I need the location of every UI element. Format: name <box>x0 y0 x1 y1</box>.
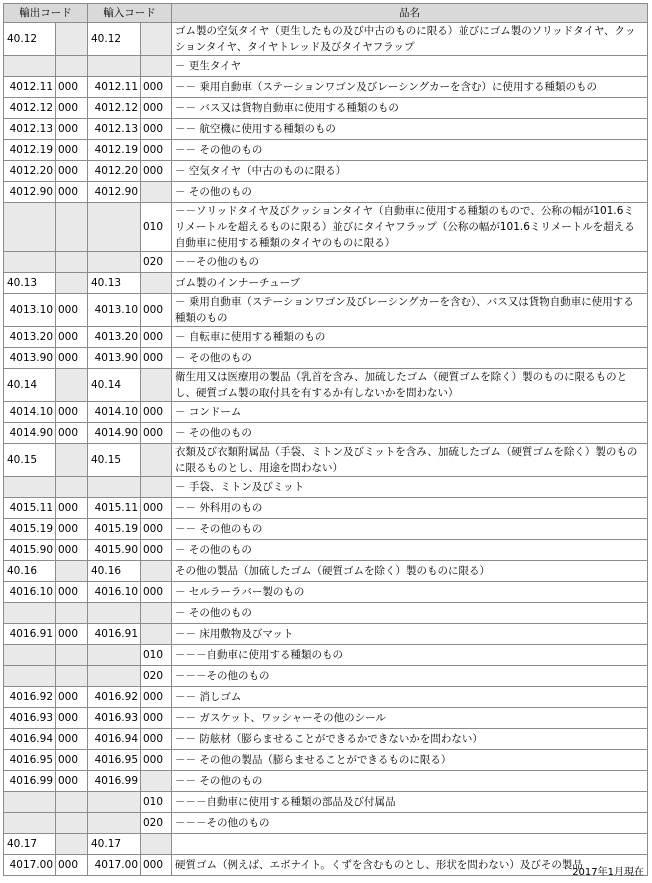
export-code-cell: 4012.19 <box>4 140 56 161</box>
item-name-cell: －－ 航空機に使用する種類のもの <box>172 119 648 140</box>
import-code-cell <box>88 252 141 273</box>
import-suffix-cell: 010 <box>141 792 172 813</box>
import-code-cell <box>88 813 141 834</box>
export-suffix-cell: 000 <box>56 294 88 327</box>
export-suffix-cell: 000 <box>56 327 88 348</box>
import-suffix-cell: 000 <box>141 582 172 603</box>
import-code-cell: 4016.10 <box>88 582 141 603</box>
table-row <box>4 140 648 161</box>
import-code-cell: 4012.19 <box>88 140 141 161</box>
table-row <box>4 77 648 98</box>
export-suffix-cell: 000 <box>56 140 88 161</box>
table-row <box>4 444 648 477</box>
table-row <box>4 729 648 750</box>
import-suffix-cell <box>141 477 172 498</box>
export-suffix-cell: 000 <box>56 402 88 423</box>
export-suffix-cell <box>56 666 88 687</box>
export-code-cell: 4012.13 <box>4 119 56 140</box>
import-code-cell: 4012.20 <box>88 161 141 182</box>
export-suffix-cell: 000 <box>56 708 88 729</box>
table-row <box>4 161 648 182</box>
table-row <box>4 348 648 369</box>
table-row <box>4 834 648 855</box>
export-suffix-cell <box>56 561 88 582</box>
import-suffix-cell: 000 <box>141 119 172 140</box>
import-code-cell: 4012.90 <box>88 182 141 203</box>
import-suffix-cell <box>141 624 172 645</box>
export-code-cell: 4017.00 <box>4 855 56 876</box>
export-suffix-cell: 000 <box>56 855 88 876</box>
export-suffix-cell: 000 <box>56 161 88 182</box>
export-code-cell <box>4 252 56 273</box>
export-code-cell: 40.16 <box>4 561 56 582</box>
import-code-cell: 4012.11 <box>88 77 141 98</box>
table-body <box>4 23 648 876</box>
item-name-cell: － 自転車に使用する種類のもの <box>172 327 648 348</box>
import-code-cell: 4012.12 <box>88 98 141 119</box>
table-row <box>4 182 648 203</box>
export-code-cell: 4015.11 <box>4 498 56 519</box>
export-code-cell: 4012.11 <box>4 77 56 98</box>
table-row <box>4 645 648 666</box>
import-code-cell: 40.16 <box>88 561 141 582</box>
import-suffix-cell: 000 <box>141 348 172 369</box>
export-suffix-cell: 000 <box>56 729 88 750</box>
export-code-cell: 4016.94 <box>4 729 56 750</box>
import-code-cell: 4012.13 <box>88 119 141 140</box>
export-code-cell: 4012.90 <box>4 182 56 203</box>
import-suffix-cell: 000 <box>141 687 172 708</box>
export-code-cell: 4016.91 <box>4 624 56 645</box>
item-name-cell: －－ 乗用自動車（ステーションワゴン及びレーシングカーを含む）に使用する種類のもの <box>172 77 648 98</box>
item-name-cell: 衛生用又は医療用の製品（乳首を含み、加硫したゴム（硬質ゴムを除く）製のものに限るものとし、硬質ゴム製の取付具を有するか有しないかを問わない） <box>172 369 648 402</box>
export-suffix-cell <box>56 603 88 624</box>
table-row <box>4 477 648 498</box>
import-code-cell <box>88 645 141 666</box>
import-suffix-cell: 000 <box>141 161 172 182</box>
export-code-cell <box>4 813 56 834</box>
export-suffix-cell <box>56 203 88 252</box>
export-suffix-cell <box>56 477 88 498</box>
import-suffix-cell: 000 <box>141 294 172 327</box>
table-row <box>4 369 648 402</box>
import-suffix-cell: 000 <box>141 423 172 444</box>
export-code-cell: 4012.20 <box>4 161 56 182</box>
import-code-cell <box>88 477 141 498</box>
item-name-cell: － 更生タイヤ <box>172 56 648 77</box>
table-row <box>4 203 648 252</box>
import-suffix-cell: 000 <box>141 327 172 348</box>
import-suffix-cell <box>141 603 172 624</box>
item-name-cell: －－－その他のもの <box>172 666 648 687</box>
export-suffix-cell: 000 <box>56 750 88 771</box>
export-code-cell <box>4 477 56 498</box>
export-code-cell <box>4 666 56 687</box>
table-row <box>4 687 648 708</box>
export-code-cell: 4016.10 <box>4 582 56 603</box>
export-suffix-cell: 000 <box>56 119 88 140</box>
table-row <box>4 624 648 645</box>
table-row <box>4 792 648 813</box>
item-name-cell: － セルラーラバー製のもの <box>172 582 648 603</box>
import-code-header: 輸入コード <box>88 4 172 23</box>
import-code-cell: 4015.90 <box>88 540 141 561</box>
export-code-cell: 4014.90 <box>4 423 56 444</box>
import-suffix-cell <box>141 771 172 792</box>
item-name-cell: －－ ガスケット、ワッシャーその他のシール <box>172 708 648 729</box>
export-code-cell: 4014.10 <box>4 402 56 423</box>
item-name-cell: －－ その他のもの <box>172 771 648 792</box>
import-code-cell: 4016.92 <box>88 687 141 708</box>
import-suffix-cell: 000 <box>141 77 172 98</box>
import-suffix-cell: 020 <box>141 252 172 273</box>
item-name-cell: － その他のもの <box>172 348 648 369</box>
export-suffix-cell: 000 <box>56 423 88 444</box>
table-header-row <box>4 4 648 23</box>
export-suffix-cell <box>56 252 88 273</box>
import-code-cell: 4016.93 <box>88 708 141 729</box>
table-row <box>4 119 648 140</box>
export-code-cell: 4013.20 <box>4 327 56 348</box>
table-row <box>4 540 648 561</box>
export-code-cell: 4015.19 <box>4 519 56 540</box>
export-suffix-cell <box>56 273 88 294</box>
item-name-cell: －－－その他のもの <box>172 813 648 834</box>
export-code-cell: 4015.90 <box>4 540 56 561</box>
import-suffix-cell: 000 <box>141 750 172 771</box>
table-row <box>4 708 648 729</box>
import-suffix-cell <box>141 273 172 294</box>
export-suffix-cell: 000 <box>56 624 88 645</box>
item-name-cell: －－ その他のもの <box>172 519 648 540</box>
table-row <box>4 582 648 603</box>
import-code-cell: 4016.94 <box>88 729 141 750</box>
table-row <box>4 327 648 348</box>
export-code-cell: 4016.99 <box>4 771 56 792</box>
export-suffix-cell <box>56 813 88 834</box>
table-row <box>4 498 648 519</box>
export-code-cell: 40.13 <box>4 273 56 294</box>
import-suffix-cell: 000 <box>141 402 172 423</box>
export-code-cell: 4012.12 <box>4 98 56 119</box>
export-suffix-cell: 000 <box>56 77 88 98</box>
export-suffix-cell <box>56 23 88 56</box>
import-suffix-cell: 020 <box>141 666 172 687</box>
import-code-cell: 4014.90 <box>88 423 141 444</box>
import-code-cell: 4017.00 <box>88 855 141 876</box>
import-suffix-cell: 000 <box>141 140 172 161</box>
export-code-cell: 4013.90 <box>4 348 56 369</box>
item-name-cell: －－ その他のもの <box>172 140 648 161</box>
export-suffix-cell <box>56 645 88 666</box>
import-suffix-cell: 010 <box>141 645 172 666</box>
import-suffix-cell: 000 <box>141 729 172 750</box>
item-name-cell: －－ 消しゴム <box>172 687 648 708</box>
export-suffix-cell <box>56 792 88 813</box>
table-row <box>4 273 648 294</box>
export-suffix-cell: 000 <box>56 182 88 203</box>
table-row <box>4 750 648 771</box>
export-code-cell <box>4 203 56 252</box>
export-suffix-cell: 000 <box>56 519 88 540</box>
import-suffix-cell: 020 <box>141 813 172 834</box>
import-code-cell: 4015.11 <box>88 498 141 519</box>
import-code-cell: 40.12 <box>88 23 141 56</box>
item-name-cell: 衣類及び衣類附属品（手袋、ミトン及びミットを含み、加硫したゴム（硬質ゴムを除く）製のものに限るものとし、用途を問わない） <box>172 444 648 477</box>
import-suffix-cell <box>141 23 172 56</box>
import-suffix-cell <box>141 182 172 203</box>
import-suffix-cell: 000 <box>141 519 172 540</box>
export-suffix-cell <box>56 444 88 477</box>
export-suffix-cell: 000 <box>56 687 88 708</box>
item-name-cell: －－ バス又は貨物自動車に使用する種類のもの <box>172 98 648 119</box>
item-name-cell: －－ 防舷材（膨らませることができるかできないかを問わない） <box>172 729 648 750</box>
import-code-cell: 4015.19 <box>88 519 141 540</box>
export-suffix-cell <box>56 834 88 855</box>
item-name-cell: －－ その他の製品（膨らませることができるものに限る） <box>172 750 648 771</box>
import-suffix-cell: 000 <box>141 98 172 119</box>
item-name-cell: － その他のもの <box>172 182 648 203</box>
import-code-cell: 4014.10 <box>88 402 141 423</box>
export-code-cell <box>4 792 56 813</box>
export-code-cell <box>4 645 56 666</box>
table-row <box>4 666 648 687</box>
export-suffix-cell: 000 <box>56 582 88 603</box>
table-row <box>4 23 648 56</box>
import-code-cell: 4013.90 <box>88 348 141 369</box>
export-code-cell: 40.14 <box>4 369 56 402</box>
table-row <box>4 603 648 624</box>
import-suffix-cell <box>141 834 172 855</box>
import-suffix-cell: 000 <box>141 855 172 876</box>
table-row <box>4 423 648 444</box>
import-suffix-cell <box>141 444 172 477</box>
table-row <box>4 855 648 876</box>
import-code-cell <box>88 603 141 624</box>
import-code-cell: 4013.20 <box>88 327 141 348</box>
export-suffix-cell: 000 <box>56 498 88 519</box>
export-suffix-cell <box>56 369 88 402</box>
item-name-cell: － その他のもの <box>172 423 648 444</box>
import-code-cell <box>88 56 141 77</box>
export-code-cell: 4016.93 <box>4 708 56 729</box>
table-row <box>4 98 648 119</box>
import-code-cell: 40.15 <box>88 444 141 477</box>
export-suffix-cell: 000 <box>56 348 88 369</box>
as-of-date-note: 2017年1月現在 <box>572 867 644 878</box>
item-name-cell: － 空気タイヤ（中古のものに限る） <box>172 161 648 182</box>
item-name-header: 品名 <box>172 4 648 23</box>
item-name-cell: ゴム製のインナーチューブ <box>172 273 648 294</box>
export-code-cell <box>4 603 56 624</box>
import-code-cell: 4016.99 <box>88 771 141 792</box>
item-name-cell: ゴム製の空気タイヤ（更生したもの及び中古のものに限る）並びにゴム製のソリッドタイヤ、クッションタイヤ、タイヤトレッド及びタイヤフラップ <box>172 23 648 56</box>
table-row <box>4 252 648 273</box>
import-code-cell: 40.14 <box>88 369 141 402</box>
import-code-cell <box>88 792 141 813</box>
table-row <box>4 813 648 834</box>
export-code-header: 輸出コード <box>4 4 88 23</box>
item-name-cell: － 乗用自動車（ステーションワゴン及びレーシングカーを含む）、バス又は貨物自動車に使用する種類のもの <box>172 294 648 327</box>
import-suffix-cell <box>141 561 172 582</box>
item-name-cell: －－－自動車に使用する種類の部品及び付属品 <box>172 792 648 813</box>
item-name-cell: － その他のもの <box>172 540 648 561</box>
table-row <box>4 771 648 792</box>
table-row <box>4 402 648 423</box>
item-name-cell: 硬質ゴム（例えば、エボナイト。くずを含むものとし、形状を問わない）及びその製品 <box>172 855 648 876</box>
import-suffix-cell: 000 <box>141 708 172 729</box>
tariff-table <box>3 3 648 876</box>
import-code-cell: 40.17 <box>88 834 141 855</box>
import-suffix-cell: 000 <box>141 498 172 519</box>
table-row <box>4 519 648 540</box>
item-name-cell: － その他のもの <box>172 603 648 624</box>
table-row <box>4 561 648 582</box>
import-code-cell: 40.13 <box>88 273 141 294</box>
item-name-cell: － コンドーム <box>172 402 648 423</box>
import-code-cell: 4013.10 <box>88 294 141 327</box>
item-name-cell: －－ 外科用のもの <box>172 498 648 519</box>
item-name-cell: その他の製品（加硫したゴム（硬質ゴムを除く）製のものに限る） <box>172 561 648 582</box>
export-code-cell: 4013.10 <box>4 294 56 327</box>
item-name-cell: －－－自動車に使用する種類のもの <box>172 645 648 666</box>
import-suffix-cell: 000 <box>141 540 172 561</box>
export-code-cell: 40.12 <box>4 23 56 56</box>
export-code-cell: 4016.95 <box>4 750 56 771</box>
export-suffix-cell: 000 <box>56 98 88 119</box>
export-code-cell: 4016.92 <box>4 687 56 708</box>
export-code-cell: 40.15 <box>4 444 56 477</box>
table-row <box>4 294 648 327</box>
export-suffix-cell: 000 <box>56 771 88 792</box>
import-suffix-cell <box>141 369 172 402</box>
export-suffix-cell: 000 <box>56 540 88 561</box>
export-code-cell <box>4 56 56 77</box>
import-code-cell: 4016.91 <box>88 624 141 645</box>
import-suffix-cell: 010 <box>141 203 172 252</box>
item-name-cell: －－ 床用敷物及びマット <box>172 624 648 645</box>
import-code-cell <box>88 666 141 687</box>
export-code-cell: 40.17 <box>4 834 56 855</box>
import-suffix-cell <box>141 56 172 77</box>
table-row <box>4 56 648 77</box>
import-code-cell <box>88 203 141 252</box>
import-code-cell: 4016.95 <box>88 750 141 771</box>
export-suffix-cell <box>56 56 88 77</box>
item-name-cell: － 手袋、ミトン及びミット <box>172 477 648 498</box>
item-name-cell: －－ソリッドタイヤ及びクッションタイヤ（自動車に使用する種類のもので、公称の幅が101.6ミリメートルを超えるものに限る）並びにタイヤフラップ（公称の幅が101.6ミリメートルを超える自動車に使用する種類のタイヤのものに限る） <box>172 203 648 252</box>
item-name-cell: －－その他のもの <box>172 252 648 273</box>
item-name-cell <box>172 834 648 855</box>
